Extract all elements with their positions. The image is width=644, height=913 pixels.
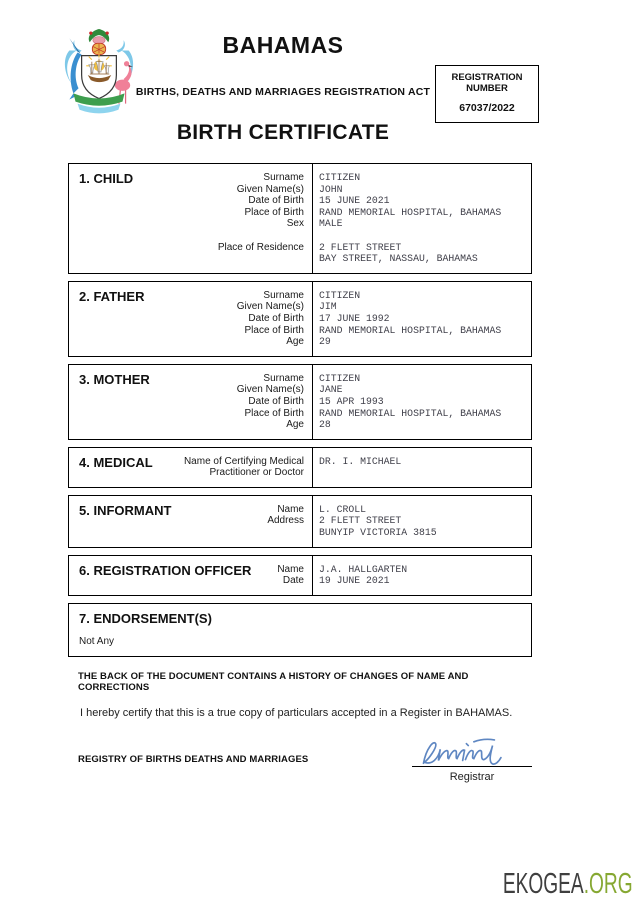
field-value: RAND MEMORIAL HOSPITAL, BAHAMAS — [319, 407, 502, 419]
act-subtitle: BIRTHS, DEATHS AND MARRIAGES REGISTRATION ACT — [135, 86, 431, 98]
field-label: Age — [286, 419, 304, 431]
section-left-pane — [69, 556, 313, 595]
field-label: Place of Residence — [217, 241, 304, 253]
field-label — [69, 230, 304, 242]
field-label: Surname — [263, 289, 304, 301]
field-label — [69, 527, 304, 539]
field-label: Place of Birth — [244, 206, 304, 218]
field-value: MALE — [319, 218, 343, 230]
section-title: 1. CHILD — [79, 171, 134, 186]
section-medical — [68, 447, 532, 488]
signature-line — [412, 766, 532, 767]
field-values — [313, 164, 531, 273]
certificate-sections — [68, 163, 532, 657]
field-label: Address — [267, 515, 304, 527]
watermark-name: EKOGEA — [503, 868, 585, 900]
field-label: Date — [282, 575, 304, 587]
field-label: Given Name(s) — [236, 183, 304, 195]
field-value: 15 JUNE 2021 — [319, 195, 390, 207]
field-value: JIM — [319, 301, 337, 313]
section-note: Not Any — [79, 635, 115, 647]
field-values — [313, 282, 531, 356]
field-value: BAY STREET, NASSAU, BAHAMAS — [319, 253, 478, 265]
field-value: JOHN — [319, 183, 343, 195]
field-value: L. CROLL — [319, 503, 367, 515]
field-value: 2 FLETT STREET — [319, 241, 402, 253]
field-label: Given Name(s) — [236, 301, 304, 313]
field-label: Date of Birth — [248, 195, 304, 207]
field-value: CITIZEN — [319, 372, 361, 384]
registration-number-label: REGISTRATION NUMBER — [451, 72, 523, 94]
field-value: 17 JUNE 1992 — [319, 312, 390, 324]
field-value: 15 APR 1993 — [319, 395, 384, 407]
section-left-pane — [69, 448, 313, 487]
section-left-pane — [69, 164, 313, 273]
document-title: BIRTH CERTIFICATE — [176, 121, 390, 144]
field-label: Date of Birth — [248, 312, 304, 324]
registrar-label: Registrar — [449, 770, 495, 783]
field-label: Surname — [263, 372, 304, 384]
field-value: 19 JUNE 2021 — [319, 575, 390, 587]
field-value — [319, 467, 527, 479]
field-value: J.A. HALLGARTEN — [319, 563, 408, 575]
field-label: Age — [286, 336, 304, 348]
section-father — [68, 281, 532, 357]
field-label: Name — [277, 503, 304, 515]
section-title: 7. ENDORSEMENT(S) — [79, 610, 212, 626]
registrar-signature-icon — [416, 737, 528, 769]
registry-title: REGISTRY OF BIRTHS DEATHS AND MARRIAGES — [78, 753, 309, 765]
back-of-document-note: THE BACK OF THE DOCUMENT CONTAINS A HISTORY OF CHANGES OF NAME AND CORRECTIONS — [78, 670, 469, 693]
field-label: Date of Birth — [248, 395, 304, 407]
field-value: DR. I. MICHAEL — [319, 455, 402, 467]
section-left-pane — [69, 365, 313, 439]
section-title: 5. INFORMANT — [79, 502, 172, 518]
field-values — [313, 448, 531, 487]
registration-number-box — [435, 65, 539, 123]
field-value: CITIZEN — [319, 289, 361, 301]
section-child — [68, 163, 532, 274]
field-label: Surname — [263, 172, 304, 183]
section-left-pane — [69, 496, 313, 547]
ekogea-watermark — [503, 868, 633, 901]
field-value — [319, 230, 527, 242]
field-label: Sex — [286, 218, 304, 230]
section-title: 6. REGISTRATION OFFICER — [79, 562, 252, 578]
signature-block — [412, 737, 532, 783]
certify-statement: I hereby certify that this is a true copy of particulars accepted in a Register in BAHAMAS. — [80, 706, 513, 719]
field-value: 28 — [319, 419, 331, 431]
section-title: 4. MEDICAL — [79, 454, 153, 470]
field-label: Name — [277, 563, 304, 575]
section-title: 3. MOTHER — [79, 371, 150, 387]
field-label — [69, 253, 304, 265]
section-informant — [68, 495, 532, 548]
field-values — [313, 556, 531, 595]
field-label: Practitioner or Doctor — [209, 467, 304, 479]
field-values — [313, 365, 531, 439]
country-title: BAHAMAS — [222, 32, 344, 58]
watermark-tld: .ORG — [584, 868, 633, 900]
section-endorsements — [68, 603, 532, 657]
field-label: Place of Birth — [244, 324, 304, 336]
field-label: Given Name(s) — [236, 384, 304, 396]
section-left-pane — [69, 282, 313, 356]
field-value: 2 FLETT STREET — [319, 515, 402, 527]
section-registration-officer — [68, 555, 532, 596]
field-label: Place of Birth — [244, 407, 304, 419]
section-mother — [68, 364, 532, 440]
registration-number-value: 67037/2022 — [459, 102, 515, 114]
certificate-header — [68, 28, 532, 163]
certificate-content — [68, 28, 532, 783]
field-label: Name of Certifying Medical — [183, 455, 304, 467]
field-value: BUNYIP VICTORIA 3815 — [319, 527, 437, 539]
field-value: JANE — [319, 384, 343, 396]
field-value: RAND MEMORIAL HOSPITAL, BAHAMAS — [319, 206, 502, 218]
registry-signature-row — [68, 737, 532, 783]
header-titles — [123, 28, 443, 145]
certificate-footer — [68, 671, 532, 783]
field-value: CITIZEN — [319, 172, 361, 183]
field-value: 29 — [319, 336, 331, 348]
field-values — [313, 496, 531, 547]
field-value: RAND MEMORIAL HOSPITAL, BAHAMAS — [319, 324, 502, 336]
section-title: 2. FATHER — [79, 288, 145, 304]
